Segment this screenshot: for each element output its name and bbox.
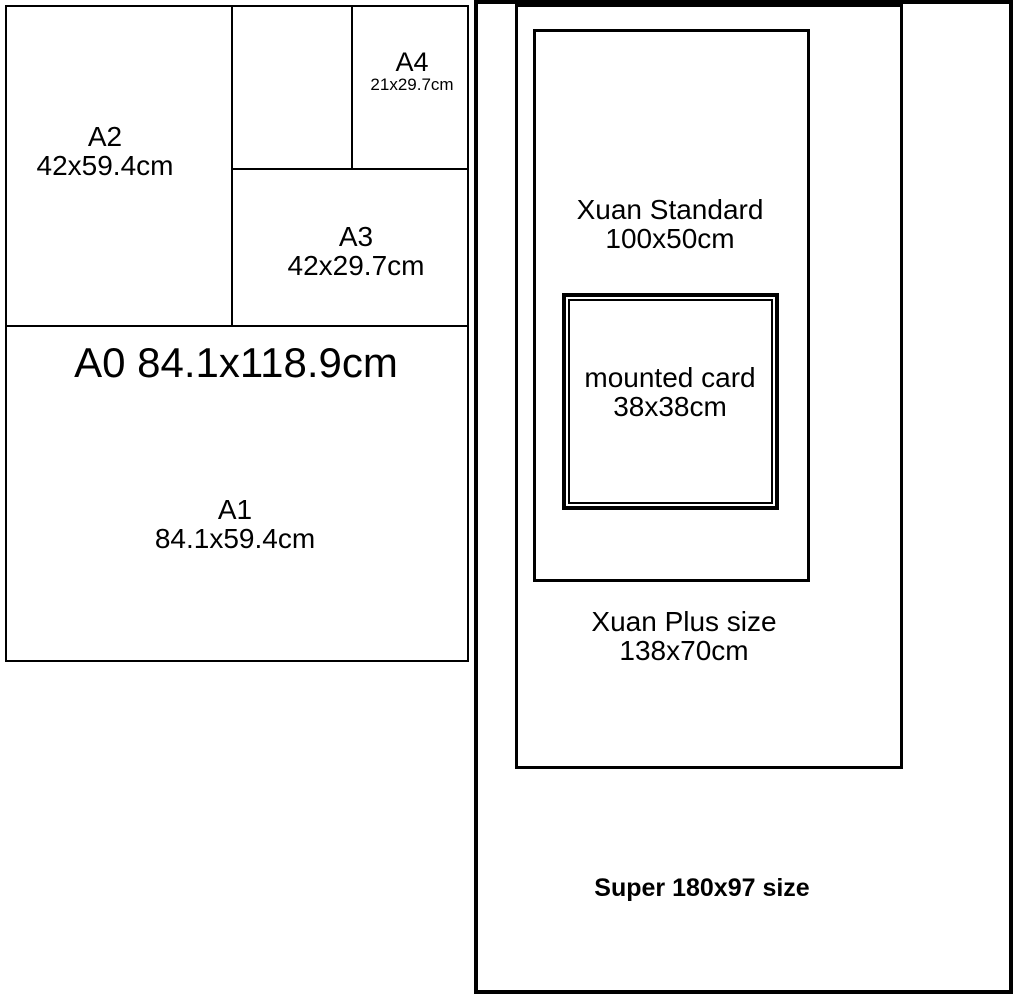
mounted-card-size: 38x38cm xyxy=(613,391,727,422)
a0-label: A0 84.1x118.9cm xyxy=(74,339,398,386)
a2-size: 42x59.4cm xyxy=(36,150,174,181)
mounted-card-name: mounted card xyxy=(584,362,756,393)
xuan-plus-label xyxy=(591,607,776,665)
xuan-standard-label xyxy=(577,195,764,253)
a3-label xyxy=(288,222,425,280)
a3-name: A3 xyxy=(338,221,374,252)
a4-left-divider-line xyxy=(351,5,353,170)
a1-label xyxy=(155,495,315,553)
a1-size: 84.1x59.4cm xyxy=(154,523,316,554)
a2-right-divider-line xyxy=(231,5,233,327)
a1-name: A1 xyxy=(217,494,253,525)
a4-size: 21x29.7cm xyxy=(370,75,454,94)
xuan-plus-size: 138x70cm xyxy=(619,635,749,666)
a3-size: 42x29.7cm xyxy=(287,250,425,281)
xuan-standard-name: Xuan Standard xyxy=(576,194,764,225)
xuan-plus-name: Xuan Plus size xyxy=(591,606,777,637)
super-label: Super 180x97 size xyxy=(594,874,810,902)
mounted-card-label xyxy=(584,363,755,421)
a3-top-divider-line xyxy=(231,168,469,170)
a2-label xyxy=(37,122,174,180)
a4-name: A4 xyxy=(395,47,429,77)
a0-label-divider-line xyxy=(5,325,469,327)
a2-name: A2 xyxy=(87,121,123,152)
a4-label xyxy=(370,49,453,95)
xuan-standard-size: 100x50cm xyxy=(605,223,735,254)
a0-sheet-outline xyxy=(5,5,469,662)
